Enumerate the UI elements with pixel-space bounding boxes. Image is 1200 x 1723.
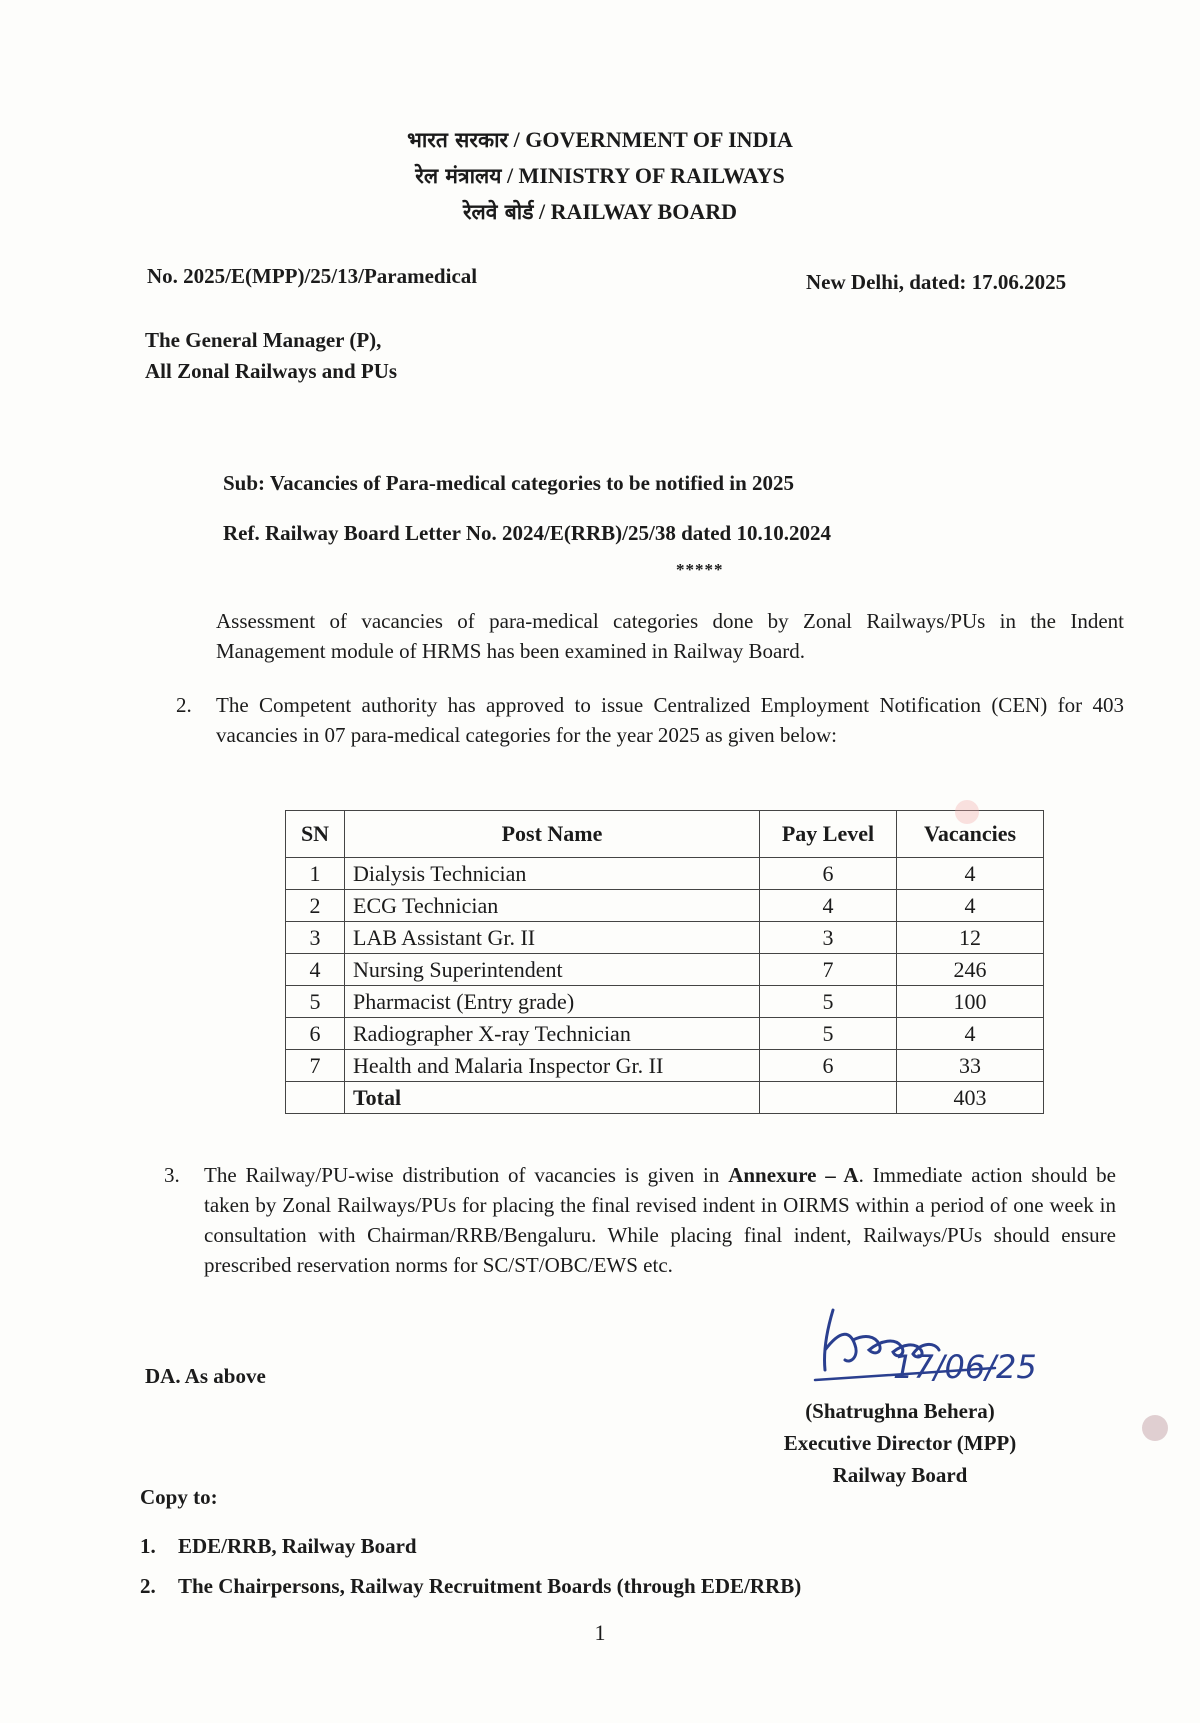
stain-spot: [955, 800, 979, 824]
cell-post-name: Radiographer X-ray Technician: [345, 1018, 760, 1050]
handwritten-signature: [805, 1290, 1065, 1400]
list-item: [140, 1566, 801, 1606]
header-vacancies: Vacancies: [897, 811, 1044, 858]
enclosure-note: DA. As above: [145, 1364, 266, 1388]
cell-pay-level: 4: [760, 890, 897, 922]
cell-pay-level: 5: [760, 1018, 897, 1050]
list-item-text: The Chairpersons, Railway Recruitment Boards (through EDE/RRB): [178, 1574, 802, 1598]
cell-vacancies: 33: [897, 1050, 1044, 1082]
letterhead-line-board: [0, 194, 1200, 230]
stain-spot: [1142, 1415, 1168, 1441]
addressee-block: [145, 325, 397, 387]
cell-pay-level: 3: [760, 922, 897, 954]
table-row: [286, 1018, 1044, 1050]
copy-to-list: [140, 1526, 801, 1606]
signatory-block: [740, 1395, 1060, 1491]
cell-vacancies: 12: [897, 922, 1044, 954]
cell-total-value: 403: [897, 1082, 1044, 1114]
addressee-line: All Zonal Railways and PUs: [145, 359, 398, 383]
letterhead: [0, 122, 1200, 230]
cell-pay-level: 6: [760, 858, 897, 890]
signature-date: 17/06/25: [893, 1348, 1037, 1386]
paragraph-2: [176, 690, 1124, 750]
cell-sn: 2: [286, 890, 345, 922]
header-sn: SN: [286, 811, 345, 858]
letterhead-hindi-ministry: रेल मंत्रालय: [415, 164, 502, 188]
list-item-number: 1.: [140, 1534, 156, 1558]
cell-post-name: LAB Assistant Gr. II: [345, 922, 760, 954]
reference-line: Ref. Railway Board Letter No. 2024/E(RRB)/25/38 dated 10.10.2024: [223, 521, 831, 545]
letter-reference-number: No. 2025/E(MPP)/25/13/Paramedical: [147, 264, 478, 288]
header-post-name: Post Name: [345, 811, 760, 858]
vacancy-table: [285, 810, 1044, 1114]
cell-sn: 3: [286, 922, 345, 954]
separator-stars: *****: [676, 560, 724, 579]
table-row: [286, 986, 1044, 1018]
cell-pay-level: 7: [760, 954, 897, 986]
paragraph-number: 3.: [164, 1163, 180, 1187]
cell-empty: [760, 1082, 897, 1114]
signatory-office: Railway Board: [832, 1463, 968, 1487]
subject-line: Sub: Vacancies of Para-medical categories to be notified in 2025: [223, 471, 795, 495]
letterhead-line-ministry: [0, 158, 1200, 194]
list-item-text: EDE/RRB, Railway Board: [178, 1534, 417, 1558]
table-row: [286, 858, 1044, 890]
letterhead-hindi-government: भारत सरकार: [407, 128, 509, 152]
cell-vacancies: 246: [897, 954, 1044, 986]
paragraph-number: 2.: [176, 693, 192, 717]
cell-post-name: Health and Malaria Inspector Gr. II: [345, 1050, 760, 1082]
letterhead-english-ministry: / MINISTRY OF RAILWAYS: [506, 163, 785, 188]
header-pay-level: Pay Level: [760, 811, 897, 858]
table-row: [286, 1050, 1044, 1082]
cell-total-label: Total: [345, 1082, 760, 1114]
cell-empty: [286, 1082, 345, 1114]
letterhead-english-board: / RAILWAY BOARD: [538, 199, 738, 224]
annexure-reference: Annexure – A: [728, 1163, 859, 1187]
cell-vacancies: 4: [897, 890, 1044, 922]
subject-block: [223, 458, 831, 558]
cell-post-name: Pharmacist (Entry grade): [345, 986, 760, 1018]
cell-sn: 4: [286, 954, 345, 986]
cell-sn: 7: [286, 1050, 345, 1082]
cell-vacancies: 100: [897, 986, 1044, 1018]
table-row: [286, 922, 1044, 954]
signatory-name: (Shatrughna Behera): [805, 1399, 995, 1423]
list-item: [140, 1526, 801, 1566]
letterhead-line-government: [0, 122, 1200, 158]
cell-pay-level: 5: [760, 986, 897, 1018]
paragraph-3-text-b: . Immediate action should be taken by Zonal Railways/PUs for placing the final revised indent in OIRMS within a period of one week in consultation with Chairman/RRB/Bengaluru. While placing final indent, Railways/PUs should ensure prescribed reservation norms for SC/ST/OBC/EWS etc.: [204, 1163, 1116, 1277]
paragraph-2-text: The Competent authority has approved to issue Centralized Employment Notification (CEN) for 403 vacancies in 07 para-medical categories for the year 2025 as given below:: [216, 693, 1124, 747]
cell-post-name: Nursing Superintendent: [345, 954, 760, 986]
page-number: 1: [594, 1620, 606, 1645]
cell-vacancies: 4: [897, 1018, 1044, 1050]
letter-date: New Delhi, dated: 17.06.2025: [806, 270, 1067, 294]
signatory-designation: Executive Director (MPP): [783, 1431, 1017, 1455]
cell-vacancies: 4: [897, 858, 1044, 890]
cell-sn: 6: [286, 1018, 345, 1050]
cell-sn: 1: [286, 858, 345, 890]
paragraph-3: [164, 1160, 1116, 1280]
table-header-row: [286, 811, 1044, 858]
list-item-number: 2.: [140, 1574, 156, 1598]
paragraph-1: Assessment of vacancies of para-medical categories done by Zonal Railways/PUs in the Indent Management module of HRMS has been examined in Railway Board.: [216, 609, 1124, 663]
cell-sn: 5: [286, 986, 345, 1018]
cell-post-name: ECG Technician: [345, 890, 760, 922]
letterhead-hindi-board: रेलवे बोर्ड: [462, 200, 534, 224]
table-row: [286, 890, 1044, 922]
addressee-line: The General Manager (P),: [145, 328, 382, 352]
paragraph-3-text-a: The Railway/PU-wise distribution of vacancies is given in: [204, 1163, 729, 1187]
letterhead-english-government: / GOVERNMENT OF INDIA: [513, 127, 793, 152]
cell-post-name: Dialysis Technician: [345, 858, 760, 890]
cell-pay-level: 6: [760, 1050, 897, 1082]
copy-to-heading: Copy to:: [140, 1485, 218, 1509]
table-total-row: [286, 1082, 1044, 1114]
table-row: [286, 954, 1044, 986]
